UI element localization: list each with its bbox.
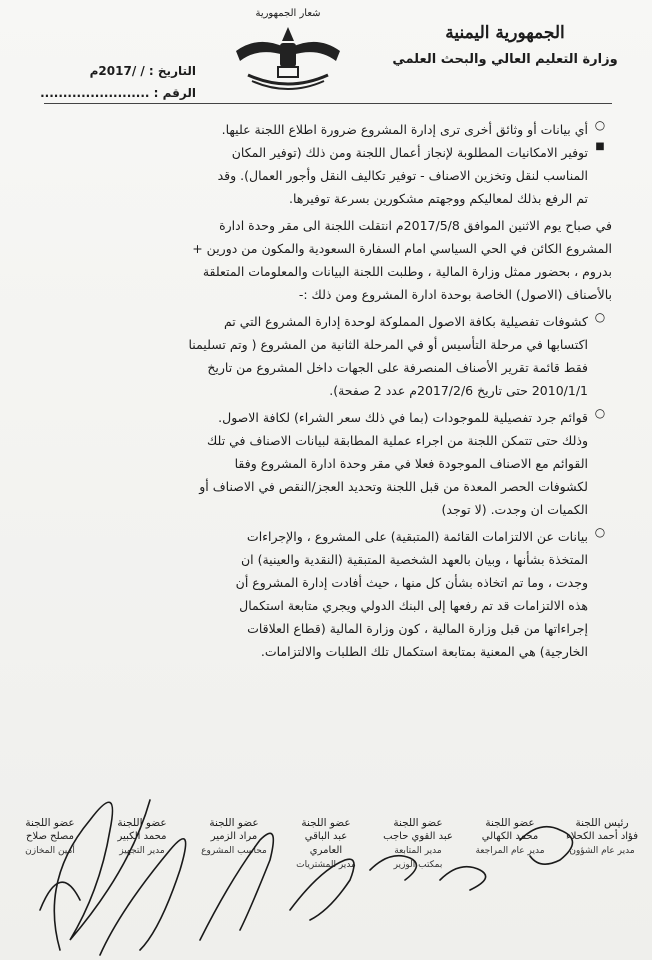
emblem-caption: شعار الجمهورية xyxy=(255,8,321,19)
header-divider xyxy=(44,103,612,104)
letterhead-left xyxy=(36,60,196,104)
text-line: بالأصناف (الاصول) الخاصة بوحدة ادارة المشروع ومن ذلك :- xyxy=(298,287,612,302)
circle-bullet-icon: ○ xyxy=(594,310,606,324)
circle-bullet-icon: ○ xyxy=(594,525,606,539)
text-line: المتخذة بشأنها ، وبيان بالعهد الشخصية المتبقية (النقدية والعينية) ان xyxy=(240,552,588,567)
square-bullet-icon: ■ xyxy=(595,141,605,152)
text-line: تم الرفع بذلك لمعاليكم ووجهتم مشكورين بسرعة توفيرها. xyxy=(288,191,588,206)
text-line: اكتسابها في مرحلة التأسيس أو في المرحلة الثانية من المشروع ( وتم تسليمنا xyxy=(188,337,588,352)
text-line: 2010/1/1 حتى تاريخ 2017/2/6م عدد 2 صفحة). xyxy=(329,383,588,398)
national-emblem xyxy=(218,8,358,100)
ministry-title: وزارة التعليم العالي والبحث العلمي xyxy=(392,52,618,67)
signatory: عضو اللجنة مراد الزمير محاسب المشروع xyxy=(201,817,267,856)
signatory: عضو اللجنة مصلح صلاح أمين المخازن xyxy=(25,817,75,856)
text-line: القوائم مع الاصناف الموجودة فعلا في مقر وحدة ادارة المشروع وفقا xyxy=(234,456,588,471)
text-line: الخارجية) هي المعنية بمتابعة استكمال تلك الطلبات والالتزامات. xyxy=(260,644,588,659)
text-line: المشروع الكائن في الحي السياسي امام السفارة السعودية والمكون من دورين + xyxy=(192,241,612,256)
text-line: توفير الامكانيات المطلوبة لإنجاز أعمال اللجنة ومن ذلك (توفير المكان xyxy=(231,145,588,160)
date-label: التاريخ : / /2017م xyxy=(89,64,196,78)
text-line: المناسب لنقل وتخزين الاصناف - توفير تكاليف النقل وأجور العمال). وقد xyxy=(217,168,588,183)
signatory: عضو اللجنة عبد الباقي العامري مدير المشتريات xyxy=(296,817,356,870)
reference-label: الرقم : ........................ xyxy=(40,86,196,100)
signatory: رئيس اللجنة فؤاد أحمد الكحلاء مدير عام الشؤون xyxy=(566,817,638,856)
handwritten-signatures xyxy=(0,760,652,960)
eagle-emblem-icon xyxy=(228,21,348,93)
letter-body xyxy=(40,118,612,663)
text-line: وذلك حتى تتمكن اللجنة من اجراء عملية المطابقة لبيانات الاصناف في تلك xyxy=(207,433,588,448)
text-line: الكميات ان وجدت. (لا توجد) xyxy=(441,502,588,517)
text-line: كشوفات تفصيلية بكافة الاصول المملوكة لوحدة إدارة المشروع التي تم xyxy=(223,314,588,329)
republic-title: الجمهورية اليمنية xyxy=(445,23,565,43)
letterhead-right xyxy=(380,22,630,67)
text-line: هذه الالتزامات قد تم رفعها إلى البنك الدولي ويجري متابعة استكمال xyxy=(239,598,588,613)
circle-bullet-icon: ○ xyxy=(594,406,606,420)
text-line: إجراءاتها من قبل وزارة المالية ، كون وزارة المالية (قطاع العلاقات xyxy=(247,621,588,636)
signatory: عضو اللجنة محمد الكبير مدير التجهيز xyxy=(117,817,167,856)
text-line: فقط قائمة تقرير الأصناف المنصرفة على الجهات داخل المشروع من تاريخ xyxy=(207,360,588,375)
text-line: بدروم ، بحضور ممثل وزارة المالية ، وطلبت اللجنة البيانات والمعلومات المتعلقة xyxy=(202,264,612,279)
text-line: قوائم جرد تفصيلية للموجودات (بما في ذلك سعر الشراء) لكافة الاصول. xyxy=(218,410,588,425)
circle-bullet-icon: ○ xyxy=(594,118,606,132)
text-line: وجدت ، وما تم اتخاذه بشأن كل منها ، حيث أفادت إدارة المشروع أن xyxy=(235,575,588,590)
text-line: أي بيانات أو وثائق أخرى ترى إدارة المشروع ضرورة اطلاع اللجنة عليها. xyxy=(221,122,588,137)
text-line: لكشوفات الحصر المعدة من قبل اللجنة وتحديد العجز/النقص في الاصناف أو xyxy=(199,479,588,494)
signatory: عضو اللجنة محمد الكهالي مدير عام المراجعة xyxy=(475,817,545,856)
text-line: بيانات عن الالتزامات القائمة (المتبقية) على المشروع ، والإجراءات xyxy=(246,529,588,544)
signatory: عضو اللجنة عبد القوي حاجب مدير المتابعة بمكتب الوزير xyxy=(383,817,453,870)
text-line: في صباح يوم الاثنين الموافق 2017/5/8م انتقلت اللجنة الى مقر وحدة ادارة xyxy=(219,218,612,233)
